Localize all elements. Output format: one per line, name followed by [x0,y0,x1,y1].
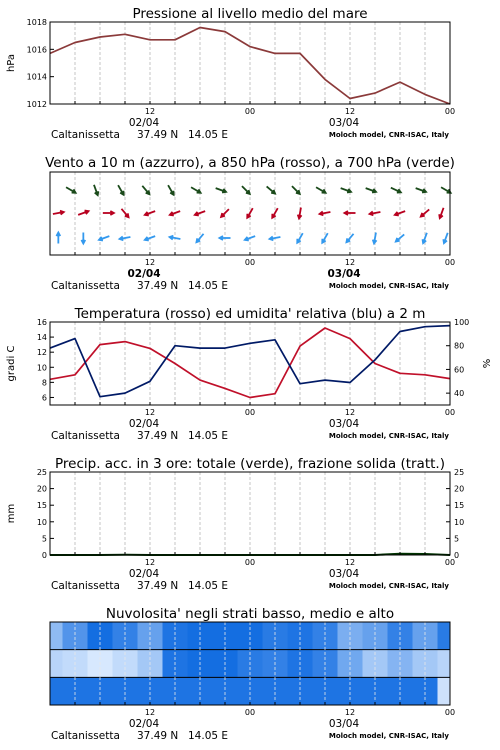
x-tick-label: 12 [144,558,156,567]
y-tick-label: 40 [454,389,465,399]
x-tick-label: 00 [444,107,456,116]
date-label: 02/04 [127,268,161,280]
wind-arrow [346,234,353,242]
credit-label: Moloch model, CNR-ISAC, Italy [328,282,449,290]
location-name: Caltanissetta [51,580,120,592]
location-name: Caltanissetta [51,129,120,141]
date-label: 02/04 [128,418,160,430]
y-tick-label: 60 [454,365,465,375]
panel-precipitation [6,456,464,592]
cloud-cell [388,677,413,705]
cloud-cell [363,677,388,705]
x-tick-label: 00 [244,408,256,417]
y-tick-label: 0 [454,551,460,560]
y-axis-label-right: % [482,358,493,369]
wind-arrow [443,233,447,243]
cloud-cell [63,677,88,705]
y-tick-label: 16 [36,318,47,327]
location-lon: 14.05 E [188,730,229,742]
cloud-cell [113,622,138,650]
y-axis-label: mm [6,503,17,524]
credit-label: Moloch model, CNR-ISAC, Italy [328,131,449,139]
y-tick-label: 1014 [26,72,47,82]
location-lat: 37.49 N [137,129,179,141]
x-tick-label: 12 [344,408,356,417]
cloud-cell [413,677,438,705]
wind-arrow [421,209,429,216]
panel-temperature [6,306,493,442]
credit-label: Moloch model, CNR-ISAC, Italy [328,432,449,440]
date-label: 03/04 [328,117,360,129]
cloud-cell [213,622,238,650]
cloud-cell [63,622,88,650]
wind-arrow [168,185,174,195]
y-tick-label: 5 [41,534,47,544]
wind-arrow [341,188,351,192]
date-label: 02/04 [128,718,160,730]
x-tick-label: 12 [344,558,356,567]
wind-arrow [78,211,88,215]
location-lon: 14.05 E [188,129,229,141]
wind-arrow [391,188,401,193]
cloud-cell [438,622,451,650]
location-lon: 14.05 E [188,430,229,442]
y-tick-label: 1016 [26,45,47,55]
cloud-cell [138,677,163,705]
x-tick-label: 00 [444,708,456,717]
y-tick-label: 14 [36,333,47,343]
panel-title: Nuvolosita' negli strati basso, medio e alto [105,606,395,622]
y-tick-label: 80 [454,341,465,351]
x-tick-label: 12 [344,107,356,116]
wind-arrow [103,211,114,215]
y-tick-label: 25 [454,468,465,477]
y-tick-label: 1018 [26,18,47,27]
cloud-cell [163,622,188,650]
location-lat: 37.49 N [137,730,179,742]
x-tick-label: 12 [144,107,156,116]
wind-arrow [366,188,376,192]
x-tick-label: 00 [444,258,456,267]
y-tick-label: 8 [41,378,47,388]
y-tick-label: 25 [36,468,47,477]
x-tick-label: 00 [244,258,256,267]
wind-arrow [221,209,229,217]
cloud-cell [338,622,363,650]
cloud-cell [88,677,113,705]
y-tick-label: 1012 [26,100,47,109]
y-tick-label: 15 [454,501,465,511]
location-name: Caltanissetta [51,430,120,442]
panel-wind [45,155,455,292]
x-tick-label: 00 [244,558,256,567]
x-tick-label: 12 [344,708,356,717]
x-tick-label: 00 [444,408,456,417]
location-lat: 37.49 N [137,580,179,592]
panel-title: Temperatura (rosso) ed umidita' relativa (blu) a 2 m [74,306,426,322]
location-lat: 37.49 N [137,430,179,442]
x-tick-label: 00 [244,107,256,116]
credit-label: Moloch model, CNR-ISAC, Italy [328,582,449,590]
y-tick-label: 20 [454,484,465,494]
cloud-cell [113,677,138,705]
cloud-cell [313,622,338,650]
date-label: 02/04 [128,568,160,580]
wind-arrow [267,186,275,193]
location-name: Caltanissetta [51,280,120,292]
y-tick-label: 10 [36,517,47,527]
cloud-cell [338,677,363,705]
cloud-cell [288,677,313,705]
cloud-cell [438,650,451,678]
cloud-cell [238,622,263,650]
wind-arrow [81,233,85,244]
cloud-cell [413,622,438,650]
cloud-cell [88,622,113,650]
cloud-cell [163,677,188,705]
cloud-cell [50,622,63,650]
cloud-cell [288,622,313,650]
wind-arrow [99,236,109,240]
panel-title: Pressione al livello medio del mare [132,6,368,22]
y-tick-label: 6 [41,393,47,403]
cloud-cell [188,677,213,705]
cloud-cell [438,677,451,705]
cloud-cell [388,622,413,650]
y-tick-label: 20 [36,484,47,494]
wind-arrow [191,187,201,193]
series-line [50,326,450,397]
y-tick-label: 100 [454,318,470,327]
y-tick-label: 0 [41,551,47,560]
cloud-cell [313,677,338,705]
date-label: 03/04 [328,418,360,430]
y-tick-label: 10 [36,363,47,373]
wind-arrow [121,209,128,217]
date-label: 02/04 [128,117,160,129]
wind-arrow [142,186,149,194]
cloud-cell [50,677,63,705]
cloud-cell [50,650,63,678]
y-axis-label: gradi C [6,345,17,382]
cloud-cell [213,677,238,705]
cloud-cell [138,622,163,650]
wind-arrow [242,186,250,194]
x-tick-label: 00 [444,558,456,567]
wind-arrow [56,233,60,244]
date-label: 03/04 [328,568,360,580]
location-lon: 14.05 E [188,580,229,592]
wind-arrow [53,211,64,215]
cloud-cell [363,622,388,650]
y-tick-label: 12 [36,348,47,358]
date-label: 03/04 [328,718,360,730]
location-lon: 14.05 E [188,280,229,292]
x-tick-label: 12 [144,258,156,267]
panel-title: Precip. acc. in 3 ore: totale (verde), frazione solida (tratt.) [55,456,445,472]
y-tick-label: 15 [36,501,47,511]
date-label: 03/04 [327,268,361,280]
wind-arrow [439,208,443,218]
wind-arrow [66,187,76,193]
x-tick-label: 12 [144,708,156,717]
cloud-cell [263,677,288,705]
wind-arrow [216,188,226,192]
wind-arrow [94,185,98,195]
cloud-cell [263,622,288,650]
panel-pressure [6,6,455,141]
wind-arrow [441,187,451,193]
cloud-cell [188,622,213,650]
wind-arrow [292,186,300,194]
location-lat: 37.49 N [137,280,179,292]
x-tick-label: 12 [344,258,356,267]
panel-clouds [50,606,455,742]
wind-arrow [416,188,426,192]
wind-arrow [196,234,203,242]
credit-label: Moloch model, CNR-ISAC, Italy [328,732,449,740]
location-name: Caltanissetta [51,730,120,742]
x-tick-label: 00 [244,708,256,717]
wind-arrow [316,187,326,193]
wind-arrow [396,234,404,241]
x-tick-label: 12 [144,408,156,417]
y-tick-label: 10 [454,517,465,527]
panel-title: Vento a 10 m (azzurro), a 850 hPa (rosso), a 700 hPa (verde) [45,155,455,171]
cloud-cell [238,677,263,705]
wind-arrow [118,185,124,195]
y-tick-label: 5 [454,534,460,544]
y-axis-label: hPa [6,53,17,73]
